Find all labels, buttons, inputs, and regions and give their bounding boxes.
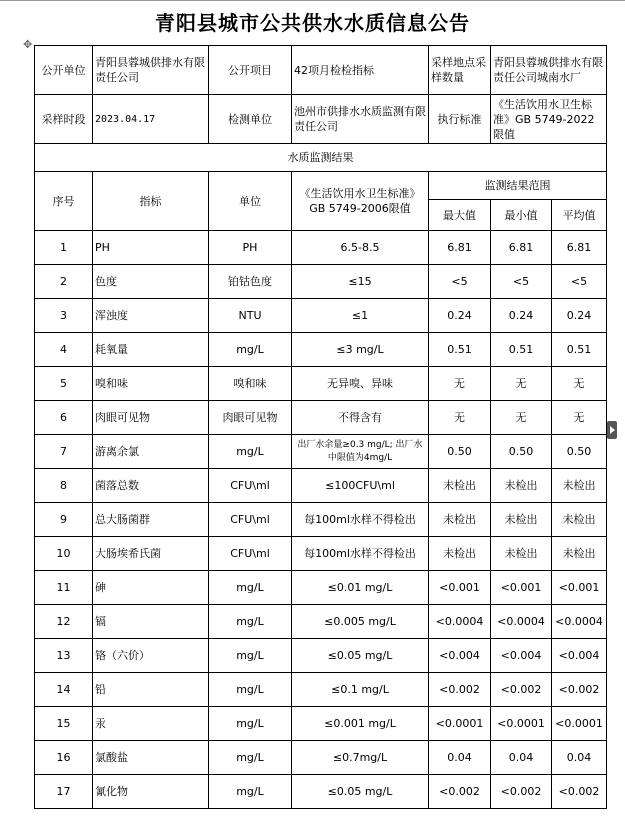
row-indicator: 氯酸盐: [93, 741, 209, 775]
row-limit: ≤0.05 mg/L: [292, 639, 429, 673]
table-row: [35, 673, 607, 707]
row-indicator: 铬（六价）: [93, 639, 209, 673]
row-limit: ≤1: [292, 299, 429, 333]
expand-panel-arrow-icon[interactable]: [607, 421, 617, 439]
row-indicator: 氰化物: [93, 775, 209, 809]
row-indicator: 砷: [93, 571, 209, 605]
row-unit: mg/L: [209, 605, 292, 639]
row-unit: CFU\ml: [209, 537, 292, 571]
row-indicator: 总大肠菌群: [93, 503, 209, 537]
row-indicator: PH: [93, 231, 209, 265]
row-number: 6: [35, 401, 93, 435]
row-avg: <0.001: [552, 571, 607, 605]
row-avg: <0.002: [552, 673, 607, 707]
row-unit: mg/L: [209, 639, 292, 673]
row-min: <0.0001: [491, 707, 552, 741]
row-indicator: 耗氧量: [93, 333, 209, 367]
row-unit: CFU\ml: [209, 503, 292, 537]
header-unit: 单位: [209, 172, 292, 231]
row-avg: 0.50: [552, 435, 607, 469]
row-min: 0.04: [491, 741, 552, 775]
row-min: <0.002: [491, 673, 552, 707]
row-max: <0.004: [429, 639, 491, 673]
row-unit: mg/L: [209, 571, 292, 605]
row-limit: ≤0.01 mg/L: [292, 571, 429, 605]
row-min: 无: [491, 401, 552, 435]
date-value: 2023.04.17: [93, 95, 209, 144]
header-avg: 平均值: [552, 200, 607, 231]
row-unit: mg/L: [209, 707, 292, 741]
table-row: [35, 265, 607, 299]
table-row: [35, 367, 607, 401]
row-unit: PH: [209, 231, 292, 265]
row-min: <0.0004: [491, 605, 552, 639]
row-number: 12: [35, 605, 93, 639]
row-max: 无: [429, 367, 491, 401]
table-move-handle-icon[interactable]: ✥: [23, 38, 33, 51]
page-title: 青阳县城市公共供水水质信息公告: [155, 11, 470, 35]
row-number: 3: [35, 299, 93, 333]
row-max: 未检出: [429, 469, 491, 503]
row-min: <0.004: [491, 639, 552, 673]
row-limit: ≤0.05 mg/L: [292, 775, 429, 809]
row-unit: 嗅和味: [209, 367, 292, 401]
row-unit: 铂钴色度: [209, 265, 292, 299]
section-title: 水质监测结果: [35, 144, 607, 172]
table-row: [35, 571, 607, 605]
row-min: <5: [491, 265, 552, 299]
row-number: 15: [35, 707, 93, 741]
row-avg: 未检出: [552, 537, 607, 571]
project-label: 公开项目: [209, 46, 292, 95]
row-limit: 每100ml水样不得检出: [292, 503, 429, 537]
header-min: 最小值: [491, 200, 552, 231]
row-min: 无: [491, 367, 552, 401]
row-limit: 出厂水余量≥0.3 mg/L; 出厂水中限值为4mg/L: [292, 435, 429, 469]
row-number: 9: [35, 503, 93, 537]
row-max: 未检出: [429, 503, 491, 537]
row-avg: <5: [552, 265, 607, 299]
row-min: 未检出: [491, 469, 552, 503]
row-limit: ≤0.001 mg/L: [292, 707, 429, 741]
row-limit: 无异嗅、异味: [292, 367, 429, 401]
site-value: 青阳县蓉城供排水有限责任公司城南水厂: [491, 46, 607, 95]
row-unit: mg/L: [209, 333, 292, 367]
row-min: 6.81: [491, 231, 552, 265]
row-indicator: 浑浊度: [93, 299, 209, 333]
row-indicator: 铅: [93, 673, 209, 707]
row-unit: mg/L: [209, 741, 292, 775]
row-avg: 未检出: [552, 469, 607, 503]
row-min: 0.24: [491, 299, 552, 333]
row-avg: <0.0001: [552, 707, 607, 741]
row-unit: mg/L: [209, 775, 292, 809]
row-avg: <0.002: [552, 775, 607, 809]
row-number: 1: [35, 231, 93, 265]
water-quality-table: [34, 45, 607, 809]
row-max: 0.50: [429, 435, 491, 469]
row-limit: ≤3 mg/L: [292, 333, 429, 367]
row-avg: 无: [552, 367, 607, 401]
row-limit: ≤0.7mg/L: [292, 741, 429, 775]
row-unit: mg/L: [209, 435, 292, 469]
header-max: 最大值: [429, 200, 491, 231]
row-limit: 6.5-8.5: [292, 231, 429, 265]
table-row: [35, 741, 607, 775]
row-max: <0.002: [429, 673, 491, 707]
row-number: 10: [35, 537, 93, 571]
site-label: 采样地点采样数量: [429, 46, 491, 95]
table-row: [35, 469, 607, 503]
header-range: 监测结果范围: [429, 172, 607, 200]
table-row: [35, 707, 607, 741]
table-row: [35, 775, 607, 809]
row-number: 17: [35, 775, 93, 809]
row-number: 16: [35, 741, 93, 775]
row-min: <0.002: [491, 775, 552, 809]
row-max: <0.0004: [429, 605, 491, 639]
row-number: 2: [35, 265, 93, 299]
standard-value: 《生活饮用水卫生标准》GB 5749-2022限值: [491, 95, 607, 144]
row-avg: <0.0004: [552, 605, 607, 639]
row-indicator: 嗅和味: [93, 367, 209, 401]
row-max: <0.002: [429, 775, 491, 809]
row-limit: ≤0.005 mg/L: [292, 605, 429, 639]
row-max: 0.51: [429, 333, 491, 367]
row-number: 11: [35, 571, 93, 605]
row-limit: ≤0.1 mg/L: [292, 673, 429, 707]
header-no: 序号: [35, 172, 93, 231]
table-row: [35, 537, 607, 571]
row-indicator: 汞: [93, 707, 209, 741]
row-number: 5: [35, 367, 93, 401]
row-number: 14: [35, 673, 93, 707]
row-unit: mg/L: [209, 673, 292, 707]
row-max: <0.0001: [429, 707, 491, 741]
row-number: 4: [35, 333, 93, 367]
row-max: 6.81: [429, 231, 491, 265]
row-unit: NTU: [209, 299, 292, 333]
row-max: 无: [429, 401, 491, 435]
row-number: 7: [35, 435, 93, 469]
table-row: [35, 333, 607, 367]
row-limit: 每100ml水样不得检出: [292, 537, 429, 571]
table-row: [35, 639, 607, 673]
row-indicator: 肉眼可见物: [93, 401, 209, 435]
header-limit: 《生活饮用水卫生标准》GB 5749-2006限值: [292, 172, 429, 231]
row-limit: ≤100CFU\ml: [292, 469, 429, 503]
row-avg: 无: [552, 401, 607, 435]
lab-value: 池州市供排水水质监测有限责任公司: [292, 95, 429, 144]
row-limit: ≤15: [292, 265, 429, 299]
row-limit: 不得含有: [292, 401, 429, 435]
row-max: 未检出: [429, 537, 491, 571]
date-label: 采样时段: [35, 95, 93, 144]
row-avg: <0.004: [552, 639, 607, 673]
row-avg: 0.51: [552, 333, 607, 367]
table-row: [35, 401, 607, 435]
table-row: [35, 605, 607, 639]
row-avg: 0.24: [552, 299, 607, 333]
row-indicator: 色度: [93, 265, 209, 299]
row-max: <0.001: [429, 571, 491, 605]
table-row: [35, 299, 607, 333]
table-row: [35, 435, 607, 469]
row-min: 未检出: [491, 503, 552, 537]
row-number: 8: [35, 469, 93, 503]
standard-label: 执行标准: [429, 95, 491, 144]
table-row: [35, 503, 607, 537]
row-max: <5: [429, 265, 491, 299]
page-top-border: [0, 0, 625, 1]
row-indicator: 游离余氯: [93, 435, 209, 469]
row-indicator: 镉: [93, 605, 209, 639]
row-unit: CFU\ml: [209, 469, 292, 503]
row-avg: 6.81: [552, 231, 607, 265]
row-max: 0.24: [429, 299, 491, 333]
row-unit: 肉眼可见物: [209, 401, 292, 435]
table-row: [35, 231, 607, 265]
row-indicator: 菌落总数: [93, 469, 209, 503]
row-min: 未检出: [491, 537, 552, 571]
lab-label: 检测单位: [209, 95, 292, 144]
row-min: 0.51: [491, 333, 552, 367]
header-indicator: 指标: [93, 172, 209, 231]
row-number: 13: [35, 639, 93, 673]
project-value: 42项月检检指标: [292, 46, 429, 95]
row-indicator: 大肠埃希氏菌: [93, 537, 209, 571]
row-max: 0.04: [429, 741, 491, 775]
row-avg: 未检出: [552, 503, 607, 537]
row-avg: 0.04: [552, 741, 607, 775]
row-min: <0.001: [491, 571, 552, 605]
publisher-label: 公开单位: [35, 46, 93, 95]
publisher-value: 青阳县蓉城供排水有限责任公司: [93, 46, 209, 95]
row-min: 0.50: [491, 435, 552, 469]
